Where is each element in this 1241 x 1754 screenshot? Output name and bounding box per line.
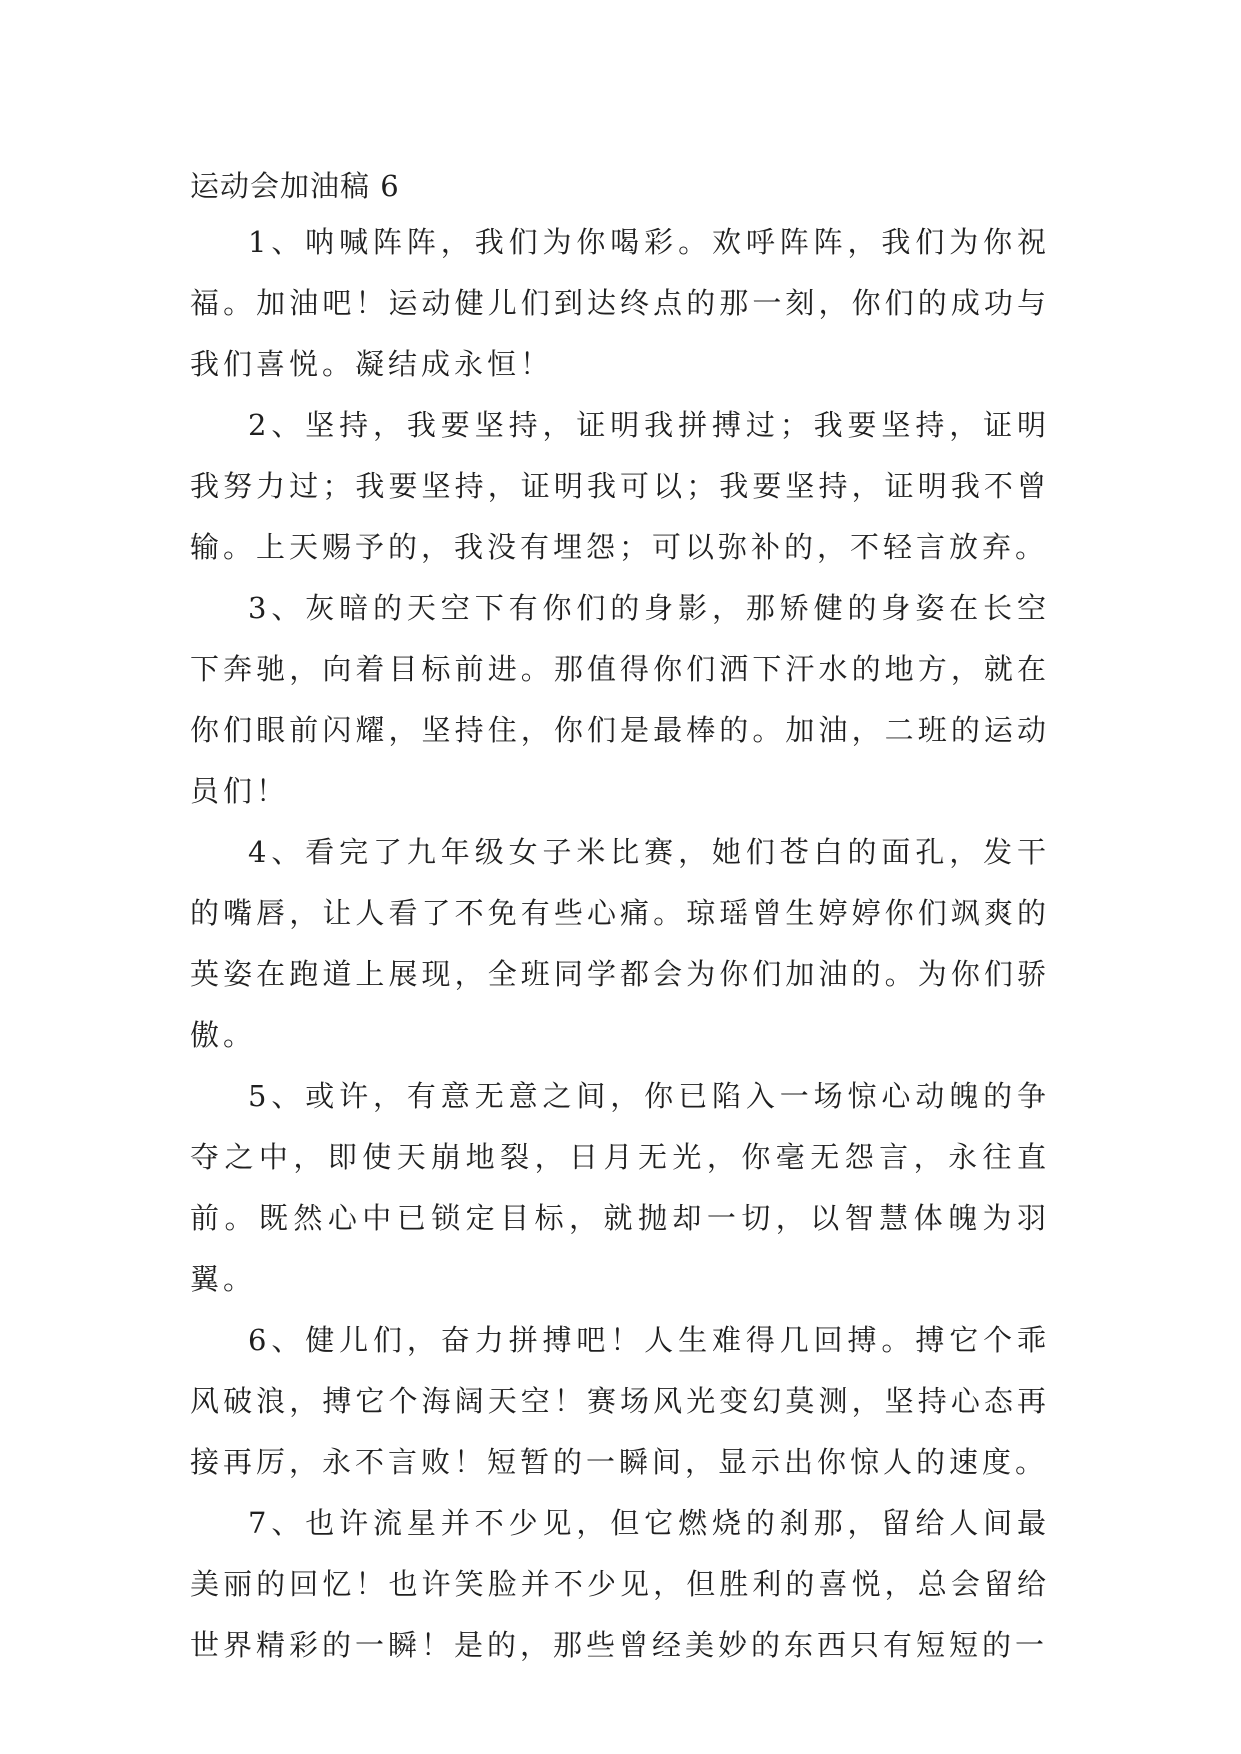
paragraph-2: 2、坚持，我要坚持，证明我拼搏过；我要坚持，证明我努力过；我要坚持，证明我可以；我要坚持，证明我不曾输。上天赐予的，我没有埋怨；可以弥补的，不轻言放弃。 xyxy=(190,408,1050,564)
paragraph-4: 4、看完了九年级女子米比赛，她们苍白的面孔，发干的嘴唇，让人看了不免有些心痛。琼瑶曾生婷婷你们飒爽的英姿在跑道上展现，全班同学都会为你们加油的。为你们骄傲。 xyxy=(190,835,1050,1052)
paragraph-1: 1、呐喊阵阵，我们为你喝彩。欢呼阵阵，我们为你祝福。加油吧！运动健儿们到达终点的那一刻，你们的成功与我们喜悦。凝结成永恒！ xyxy=(190,225,1050,381)
document-body xyxy=(190,160,1050,1676)
paragraph-6: 6、健儿们，奋力拼搏吧！人生难得几回搏。搏它个乖风破浪，搏它个海阔天空！赛场风光变幻莫测，坚持心态再接再厉，永不言败！短暂的一瞬间，显示出你惊人的速度。 xyxy=(190,1323,1050,1479)
document-title: 运动会加油稿 6 xyxy=(190,169,400,203)
paragraph-5: 5、或许，有意无意之间，你已陷入一场惊心动魄的争夺之中，即使天崩地裂，日月无光，你毫无怨言，永往直前。既然心中已锁定目标，就抛却一切，以智慧体魄为羽翼。 xyxy=(190,1079,1050,1296)
paragraph-3: 3、灰暗的天空下有你们的身影，那矫健的身姿在长空下奔驰，向着目标前进。那值得你们洒下汗水的地方，就在你们眼前闪耀，坚持住，你们是最棒的。加油，二班的运动员们！ xyxy=(190,591,1050,808)
paragraph-7: 7、也许流星并不少见，但它燃烧的刹那，留给人间最美丽的回忆！也许笑脸并不少见，但胜利的喜悦，总会留给世界精彩的一瞬！是的，那些曾经美妙的东西只有短短的一 xyxy=(190,1506,1050,1662)
